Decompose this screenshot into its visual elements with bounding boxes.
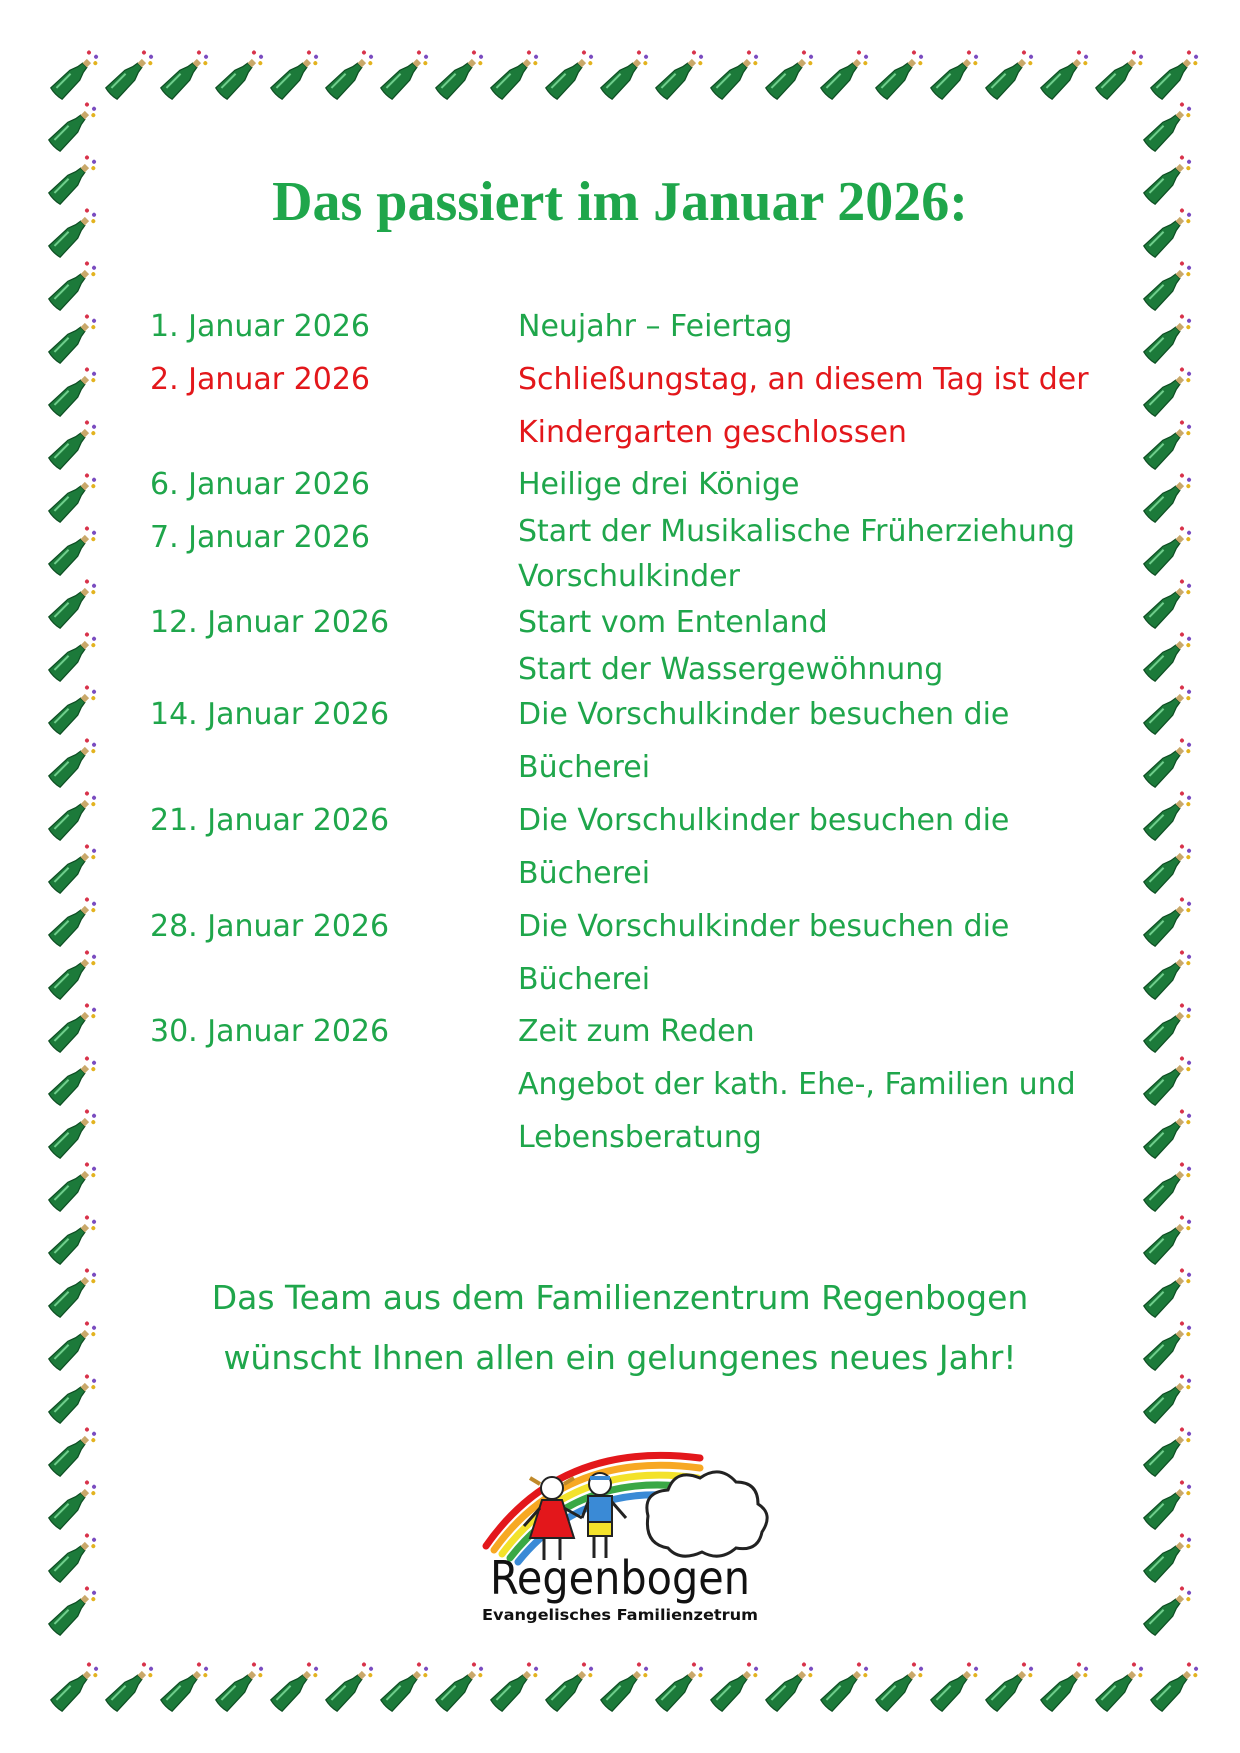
champagne-bottle-icon	[1040, 1660, 1092, 1712]
champagne-bottle-icon	[1150, 48, 1202, 100]
champagne-bottle-icon	[48, 1001, 100, 1053]
champagne-bottle-icon	[48, 789, 100, 841]
event-description-line: Bücherei	[518, 856, 651, 891]
event-description-line: Zeit zum Reden	[518, 1014, 755, 1049]
champagne-bottle-icon	[48, 842, 100, 894]
champagne-bottle-icon	[710, 48, 762, 100]
champagne-bottle-icon	[600, 1660, 652, 1712]
champagne-bottle-icon	[105, 48, 157, 100]
event-date: 2. Januar 2026	[150, 362, 371, 397]
champagne-bottle-icon	[875, 48, 927, 100]
champagne-bottle-icon	[1143, 259, 1195, 311]
champagne-bottle-icon	[48, 1160, 100, 1212]
champagne-bottle-icon	[48, 1213, 100, 1265]
champagne-bottle-icon	[490, 1660, 542, 1712]
champagne-bottle-icon	[1143, 630, 1195, 682]
champagne-bottle-icon	[1143, 577, 1195, 629]
champagne-bottle-icon	[655, 48, 707, 100]
champagne-bottle-icon	[1143, 1372, 1195, 1424]
champagne-bottle-icon	[48, 683, 100, 735]
champagne-bottle-icon	[1143, 789, 1195, 841]
champagne-bottle-icon	[655, 1660, 707, 1712]
champagne-bottle-icon	[380, 1660, 432, 1712]
event-date: 12. Januar 2026	[150, 605, 390, 640]
page-title: Das passiert im Januar 2026:	[272, 171, 968, 233]
champagne-bottle-icon	[1143, 100, 1195, 152]
event-description-line: Heilige drei Könige	[518, 467, 800, 502]
champagne-bottle-icon	[1143, 1531, 1195, 1583]
event-date: 28. Januar 2026	[150, 909, 390, 944]
champagne-bottle-icon	[215, 48, 267, 100]
event-date: 21. Januar 2026	[150, 803, 390, 838]
champagne-bottle-icon	[1143, 895, 1195, 947]
champagne-bottle-icon	[1095, 1660, 1147, 1712]
champagne-bottle-icon	[48, 100, 100, 152]
champagne-bottle-icon	[930, 1660, 982, 1712]
event-description-line: Die Vorschulkinder besuchen die	[518, 803, 1010, 838]
champagne-bottle-icon	[48, 1372, 100, 1424]
champagne-bottle-icon	[1143, 842, 1195, 894]
champagne-bottle-icon	[875, 1660, 927, 1712]
champagne-bottle-icon	[545, 48, 597, 100]
champagne-bottle-icon	[48, 365, 100, 417]
champagne-bottle-icon	[820, 48, 872, 100]
logo-wordmark: Regenbogen	[490, 1551, 750, 1605]
champagne-bottle-icon	[1143, 365, 1195, 417]
champagne-bottle-icon	[435, 1660, 487, 1712]
champagne-bottle-icon	[48, 577, 100, 629]
event-description-line: Angebot der kath. Ehe-, Familien und	[518, 1067, 1076, 1102]
champagne-bottle-icon	[48, 524, 100, 576]
event-description-line: Start der Musikalische Früherziehung	[518, 514, 1075, 549]
champagne-bottle-icon	[1143, 1160, 1195, 1212]
champagne-bottle-icon	[1143, 683, 1195, 735]
champagne-bottle-icon	[1150, 1660, 1202, 1712]
event-description-line: Die Vorschulkinder besuchen die	[518, 697, 1010, 732]
event-description-line: Neujahr – Feiertag	[518, 309, 793, 344]
champagne-bottle-icon	[215, 1660, 267, 1712]
champagne-bottle-icon	[50, 48, 102, 100]
champagne-bottle-icon	[380, 48, 432, 100]
champagne-bottle-icon	[48, 1107, 100, 1159]
champagne-bottle-icon	[985, 1660, 1037, 1712]
regenbogen-logo	[470, 1428, 770, 1628]
champagne-bottle-icon	[160, 48, 212, 100]
champagne-bottle-icon	[1143, 1001, 1195, 1053]
champagne-bottle-icon	[48, 630, 100, 682]
event-description-line: Vorschulkinder	[518, 559, 740, 594]
champagne-bottle-icon	[48, 312, 100, 364]
champagne-bottle-icon	[985, 48, 1037, 100]
champagne-bottle-icon	[1143, 1054, 1195, 1106]
champagne-bottle-icon	[930, 48, 982, 100]
event-description-line: Schließungstag, an diesem Tag ist der	[518, 362, 1089, 397]
champagne-bottle-icon	[325, 1660, 377, 1712]
champagne-bottle-icon	[1040, 48, 1092, 100]
champagne-bottle-icon	[545, 1660, 597, 1712]
champagne-bottle-icon	[48, 1425, 100, 1477]
champagne-bottle-icon	[48, 895, 100, 947]
event-date: 30. Januar 2026	[150, 1014, 390, 1049]
champagne-bottle-icon	[325, 48, 377, 100]
champagne-bottle-icon	[1143, 948, 1195, 1000]
event-description-line: Bücherei	[518, 962, 651, 997]
champagne-bottle-icon	[48, 1478, 100, 1530]
champagne-bottle-icon	[48, 1584, 100, 1636]
champagne-bottle-icon	[1143, 1213, 1195, 1265]
champagne-bottle-icon	[1143, 418, 1195, 470]
champagne-bottle-icon	[48, 259, 100, 311]
champagne-bottle-icon	[1143, 312, 1195, 364]
champagne-bottle-icon	[1143, 524, 1195, 576]
champagne-bottle-icon	[270, 48, 322, 100]
event-date: 14. Januar 2026	[150, 697, 390, 732]
event-description-line: Start der Wassergewöhnung	[518, 652, 944, 687]
event-description-line: Die Vorschulkinder besuchen die	[518, 909, 1010, 944]
champagne-bottle-icon	[105, 1660, 157, 1712]
event-date: 7. Januar 2026	[150, 520, 371, 555]
champagne-bottle-icon	[710, 1660, 762, 1712]
champagne-bottle-icon	[48, 736, 100, 788]
champagne-bottle-icon	[1143, 471, 1195, 523]
event-description-line: Kindergarten geschlossen	[518, 415, 907, 450]
event-description-line: Start vom Entenland	[518, 605, 828, 640]
event-description-line: Bücherei	[518, 750, 651, 785]
champagne-bottle-icon	[1143, 1584, 1195, 1636]
champagne-bottle-icon	[50, 1660, 102, 1712]
champagne-bottle-icon	[48, 1054, 100, 1106]
champagne-bottle-icon	[1143, 1478, 1195, 1530]
champagne-bottle-icon	[48, 471, 100, 523]
champagne-bottle-icon	[1143, 1425, 1195, 1477]
champagne-bottle-icon	[48, 948, 100, 1000]
closing-line-2: wünscht Ihnen allen ein gelungenes neues Jahr!	[223, 1338, 1017, 1377]
champagne-bottle-icon	[270, 1660, 322, 1712]
logo-subtitle: Evangelisches Familienzetrum	[482, 1606, 758, 1624]
champagne-bottle-icon	[48, 418, 100, 470]
champagne-bottle-icon	[820, 1660, 872, 1712]
champagne-bottle-icon	[48, 1531, 100, 1583]
closing-line-1: Das Team aus dem Familienzentrum Regenbogen	[211, 1278, 1029, 1317]
champagne-bottle-icon	[1095, 48, 1147, 100]
champagne-bottle-icon	[765, 1660, 817, 1712]
champagne-bottle-icon	[1143, 1107, 1195, 1159]
champagne-bottle-icon	[490, 48, 542, 100]
champagne-bottle-icon	[600, 48, 652, 100]
champagne-bottle-icon	[160, 1660, 212, 1712]
champagne-bottle-icon	[1143, 736, 1195, 788]
champagne-bottle-icon	[435, 48, 487, 100]
event-date: 6. Januar 2026	[150, 467, 371, 502]
event-description-line: Lebensberatung	[518, 1120, 762, 1155]
champagne-bottle-icon	[765, 48, 817, 100]
event-date: 1. Januar 2026	[150, 309, 371, 344]
